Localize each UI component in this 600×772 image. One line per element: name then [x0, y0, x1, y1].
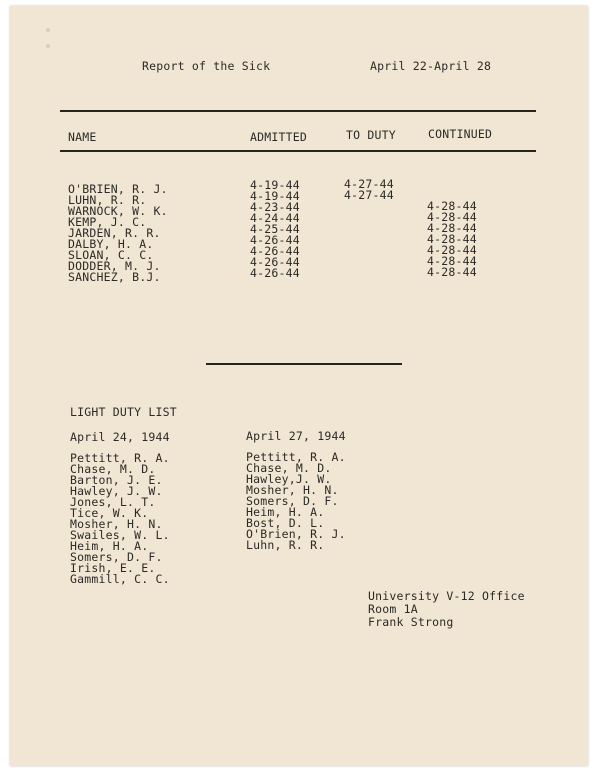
- table-cell-admitted: 4-24-44: [250, 211, 300, 225]
- table-cell-continued: 4-28-44: [427, 221, 477, 235]
- table-cell-name: SLOAN, C. C.: [68, 248, 154, 262]
- light-duty-name: Jones, L. T.: [70, 495, 156, 509]
- signature-office: University V-12 Office: [368, 589, 525, 603]
- column-header-continued: CONTINUED: [428, 127, 493, 141]
- table-cell-admitted: 4-23-44: [250, 200, 300, 214]
- table-cell-name: WARNOCK, W. K.: [68, 204, 168, 218]
- light-duty-name: Chase, M. D.: [246, 461, 332, 475]
- table-cell-to-duty: 4-27-44: [344, 177, 394, 191]
- table-cell-admitted: 4-26-44: [250, 244, 300, 258]
- document-page: [10, 6, 588, 766]
- report-date-range: April 22-April 28: [370, 59, 492, 73]
- light-duty-name: Somers, D. F.: [70, 550, 163, 564]
- section-divider: [206, 363, 402, 365]
- table-cell-admitted: 4-26-44: [250, 266, 300, 280]
- signature-room: Room 1A: [368, 602, 418, 616]
- name-column: [68, 184, 168, 283]
- punch-hole-mark: [46, 44, 50, 48]
- light-duty-name: Chase, M. D.: [70, 462, 156, 476]
- table-cell-admitted: 4-25-44: [250, 222, 300, 236]
- table-cell-admitted: 4-19-44: [250, 189, 300, 203]
- column-header-admitted: ADMITTED: [250, 130, 307, 144]
- light-duty-name: Gammill, C. C.: [70, 572, 170, 586]
- header-rule-top: [60, 110, 536, 112]
- table-cell-name: LUHN, R. R.: [68, 193, 147, 207]
- light-duty-name: Bost, D. L.: [246, 516, 325, 530]
- light-duty-name: Pettitt, R. A.: [246, 450, 346, 464]
- light-duty-name: Somers, D. F.: [246, 494, 339, 508]
- report-title: Report of the Sick: [142, 59, 271, 73]
- column-header-name: NAME: [68, 130, 97, 144]
- light-duty-date-april-24: April 24, 1944: [70, 430, 170, 444]
- light-duty-name: Heim, H. A.: [70, 539, 149, 553]
- punch-hole-mark: [46, 28, 50, 32]
- table-cell-name: SANCHEZ, B.J.: [68, 270, 161, 284]
- table-cell-name: KEMP, J. C.: [68, 215, 147, 229]
- table-cell-continued: 4-28-44: [427, 254, 477, 268]
- light-duty-name: Pettitt, R. A.: [70, 451, 170, 465]
- signature-name: Frank Strong: [368, 615, 454, 629]
- table-cell-name: JARDEN, R. R.: [68, 226, 161, 240]
- light-duty-name: Mosher, H. N.: [246, 483, 339, 497]
- table-cell-continued: 4-28-44: [427, 199, 477, 213]
- table-cell-continued: 4-28-44: [427, 243, 477, 257]
- table-cell-continued: 4-28-44: [427, 210, 477, 224]
- light-duty-name: Luhn, R. R.: [246, 538, 325, 552]
- light-duty-list-april-24: [70, 453, 170, 585]
- light-duty-name: Hawley,J. W.: [246, 472, 332, 486]
- light-duty-name: Barton, J. E.: [70, 473, 163, 487]
- light-duty-name: Heim, H. A.: [246, 505, 325, 519]
- column-header-to-duty: TO DUTY: [346, 128, 396, 142]
- table-cell-name: O'BRIEN, R. J.: [68, 182, 168, 196]
- light-duty-date-april-27: April 27, 1944: [246, 429, 346, 443]
- table-cell-admitted: 4-26-44: [250, 233, 300, 247]
- table-cell-continued: 4-28-44: [427, 232, 477, 246]
- to-duty-column: [344, 179, 394, 201]
- admitted-column: [250, 180, 300, 279]
- table-cell-admitted: 4-26-44: [250, 255, 300, 269]
- light-duty-name: Tice, W. K.: [70, 506, 149, 520]
- light-duty-name: Irish, E. E.: [70, 561, 156, 575]
- header-rule-bottom: [60, 150, 536, 152]
- light-duty-name: Mosher, H. N.: [70, 517, 163, 531]
- light-duty-name: Swailes, W. L.: [70, 528, 170, 542]
- table-cell-name: DALBY, H. A.: [68, 237, 154, 251]
- light-duty-list-april-27: [246, 452, 346, 551]
- signature-block: [368, 590, 525, 629]
- table-cell-continued: 4-28-44: [427, 265, 477, 279]
- table-cell-admitted: 4-19-44: [250, 178, 300, 192]
- light-duty-name: O'Brien, R. J.: [246, 527, 346, 541]
- table-cell-to-duty: 4-27-44: [344, 188, 394, 202]
- light-duty-title: LIGHT DUTY LIST: [70, 405, 177, 419]
- light-duty-name: Hawley, J. W.: [70, 484, 163, 498]
- continued-column: [427, 201, 477, 278]
- table-cell-name: DODDER, M. J.: [68, 259, 161, 273]
